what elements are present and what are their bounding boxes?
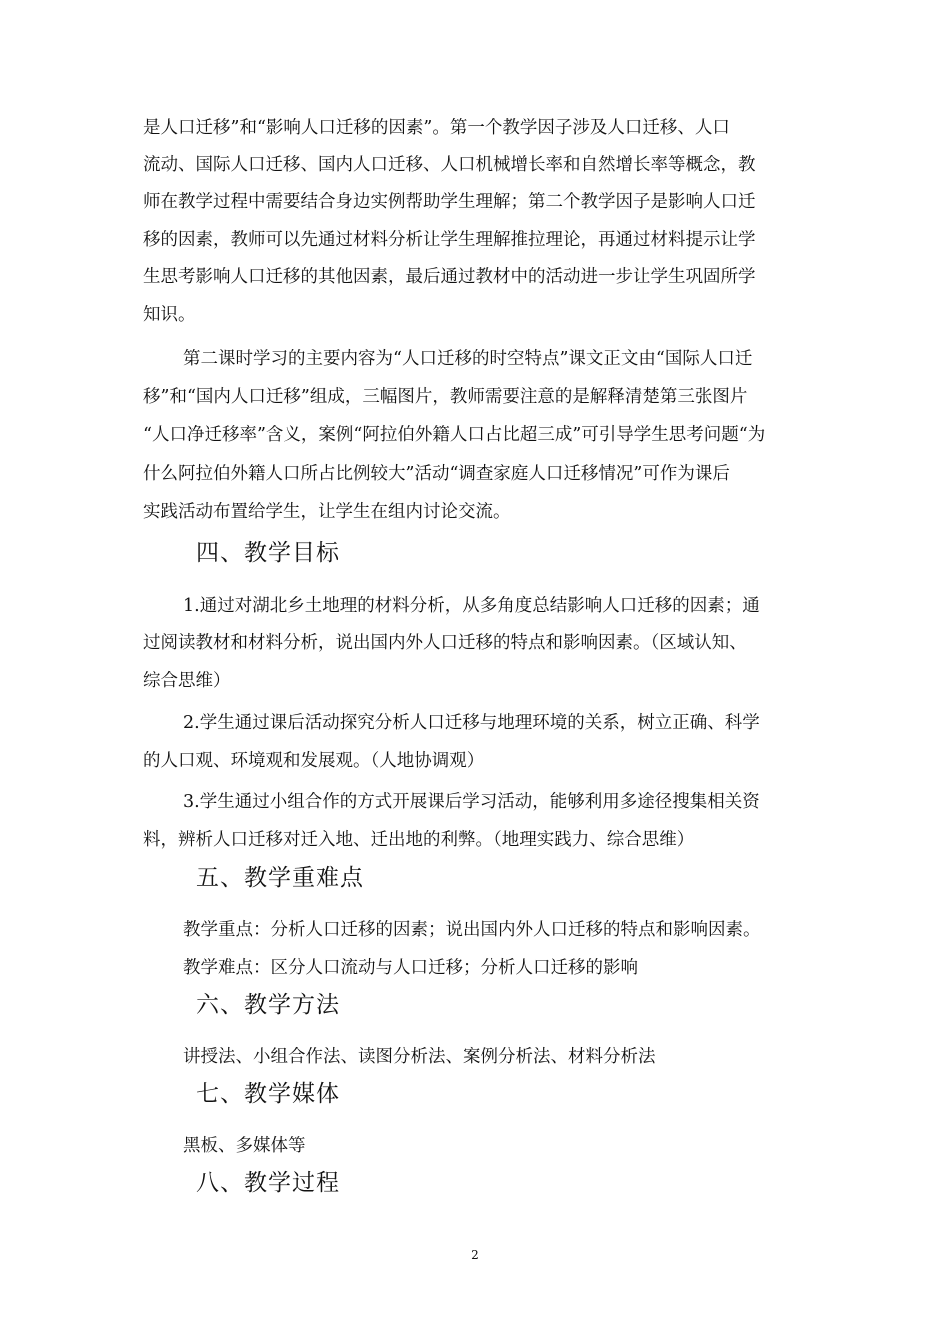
paragraph-1-line-6: 知识。 xyxy=(143,305,196,325)
paragraph-2-line-2: 移”和“国内人口迁移”组成，三幅图片，教师需要注意的是解释清楚第三张图片 xyxy=(143,387,748,407)
paragraph-2-line-1: 第二课时学习的主要内容为“人口迁移的时空特点”课文正文由“国际人口迁 xyxy=(183,349,753,369)
goal-3-line-1: 3.学生通过小组合作的方式开展课后学习活动，能够利用多途径搜集相关资 xyxy=(183,792,760,812)
section-heading-media: 七、教学媒体 xyxy=(196,1081,340,1107)
section-heading-methods: 六、教学方法 xyxy=(196,992,340,1018)
goal-2-line-2: 的人口观、环境观和发展观。（人地协调观） xyxy=(143,751,485,771)
page-number: 2 xyxy=(471,1248,479,1262)
key-point-important: 教学重点：分析人口迁移的因素；说出国内外人口迁移的特点和影响因素。 xyxy=(183,920,761,940)
methods-text: 讲授法、小组合作法、读图分析法、案例分析法、材料分析法 xyxy=(183,1047,656,1067)
goal-3-line-2: 料，辨析人口迁移对迁入地、迁出地的利弊。（地理实践力、综合思维） xyxy=(143,830,695,850)
section-heading-process: 八、教学过程 xyxy=(196,1170,340,1196)
section-heading-goals: 四、教学目标 xyxy=(196,540,340,566)
goal-1-line-3: 综合思维） xyxy=(143,671,231,691)
paragraph-2-line-4: 什么阿拉伯外籍人口所占比例较大”活动“调查家庭人口迁移情况”可作为课后 xyxy=(143,464,730,484)
paragraph-1-line-1: 是人口迁移”和“影响人口迁移的因素”。第一个教学因子涉及人口迁移、人口 xyxy=(143,118,730,138)
media-text: 黑板、多媒体等 xyxy=(183,1136,306,1156)
paragraph-2-line-3: “人口净迁移率”含义，案例“阿拉伯外籍人口占比超三成”可引导学生思考问题“为 xyxy=(143,425,766,445)
paragraph-2-line-5: 实践活动布置给学生，让学生在组内讨论交流。 xyxy=(143,502,511,522)
section-heading-key-points: 五、教学重难点 xyxy=(196,865,364,891)
paragraph-1-line-2: 流动、国际人口迁移、国内人口迁移、人口机械增长率和自然增长率等概念，教 xyxy=(143,155,756,175)
goal-2-line-1: 2.学生通过课后活动探究分析人口迁移与地理环境的关系，树立正确、科学 xyxy=(183,713,760,733)
paragraph-1-line-4: 移的因素，教师可以先通过材料分析让学生理解推拉理论，再通过材料提示让学 xyxy=(143,230,756,250)
paragraph-1-line-3: 师在教学过程中需要结合身边实例帮助学生理解；第二个教学因子是影响人口迁 xyxy=(143,192,756,212)
goal-1-line-1: 1.通过对湖北乡土地理的材料分析，从多角度总结影响人口迁移的因素；通 xyxy=(183,596,760,616)
paragraph-1-line-5: 生思考影响人口迁移的其他因素，最后通过教材中的活动进一步让学生巩固所学 xyxy=(143,267,756,287)
goal-1-line-2: 过阅读教材和材料分析，说出国内外人口迁移的特点和影响因素。（区域认知、 xyxy=(143,633,747,653)
key-point-difficult: 教学难点：区分人口流动与人口迁移；分析人口迁移的影响 xyxy=(183,958,638,978)
